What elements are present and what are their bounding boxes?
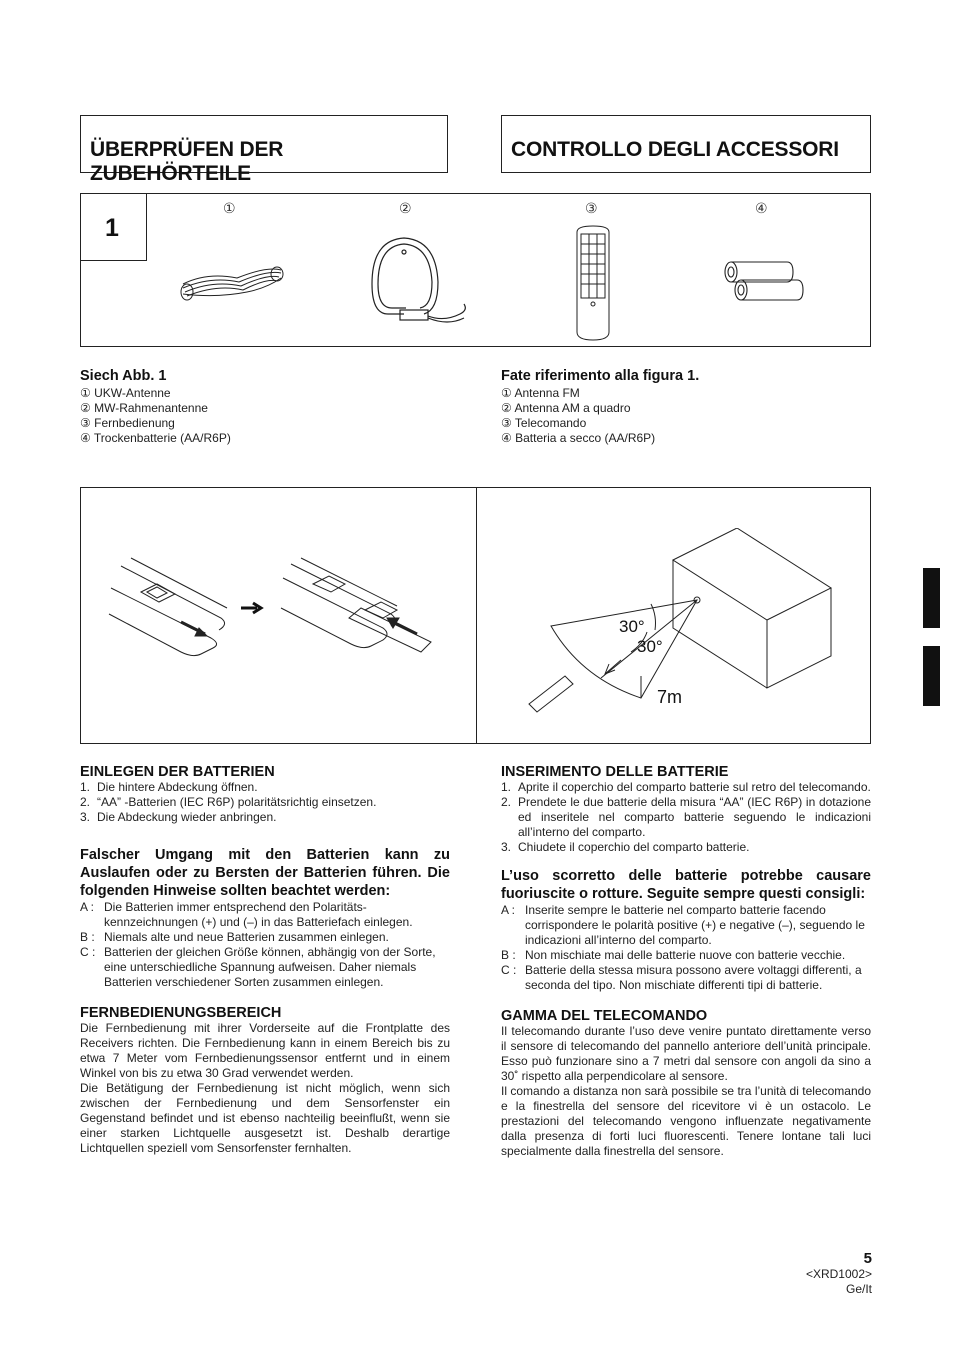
list-item: 2. “AA” -Batterien (IEC R6P) polaritätsrichtig einsetzen.: [80, 795, 377, 809]
battery-warning-german: Falscher Umgang mit den Batterien kann zu Auslaufen oder zu Bersten der Batterien führen. Die folgenden Hinweise sollten beachtet werden:: [80, 847, 450, 899]
title-german: [80, 115, 448, 185]
marker-2: ②: [399, 201, 412, 217]
list-item: 2. Prendete le due batterie della misura “AA” (IEC R6P) in dotazione ed inseritele nel comparto batterie seguendo le indicazioni all’interno del comparto.: [501, 795, 871, 839]
accessory-item: ① Antenna FM: [501, 386, 580, 400]
battery-heading-italian: INSERIMENTO DELLE BATTERIE: [501, 764, 729, 780]
range-heading-italian: GAMMA DEL TELECOMANDO: [501, 1008, 708, 1024]
column-german: [80, 764, 450, 1156]
accessory-list-italian: [501, 368, 881, 446]
marker-1: ①: [223, 201, 236, 217]
note-item: B : Niemals alte und neue Batterien zusammen einlegen.: [80, 930, 389, 944]
edge-tab-marker: [923, 646, 940, 706]
angle-label-bottom: 30°: [637, 637, 663, 656]
accessory-item: ② MW-Rahmenantenne: [80, 401, 208, 415]
accessory-item: ① UKW-Antenne: [80, 386, 171, 400]
note-item: A : Die Batterien immer entsprechend den Polaritäts-kennzeichnungen (+) und (–) in das Batteriefach einlegen.: [80, 900, 413, 929]
distance-label: 7m: [657, 687, 683, 707]
figure-battery-and-range: [80, 487, 871, 744]
language-code: Ge/It: [845, 1282, 872, 1296]
range-paragraph-german-1: Die Fernbedienung mit ihrer Vorderseite auf die Frontplatte des Receivers richten. Die Fernbedienung kann in einem Bereich bis zu etwa 7 Meter vom Fernbedienungssensor entfernt und in einem Winkel von bis zu etwa 30 Grad verwendet werden.: [80, 1021, 450, 1080]
range-heading-german: FERNBEDIENUNGSBEREICH: [80, 1005, 282, 1021]
accessory-item: ② Antenna AM a quadro: [501, 401, 631, 415]
range-paragraph-italian-1: Il telecomando durante l’uso deve venire puntato direttamente verso il sensore di telecomando del pannello anteriore dell’unità principale. Esso può funzionare sino a 7 metri dal sensore con angoli da sino a 30˚ rispetto alla perpendicolare al sensore.: [501, 1024, 871, 1083]
title-italian-text: CONTROLLO DEGLI ACCESSORI: [511, 138, 839, 161]
batteries-illustration: [717, 258, 809, 306]
note-item: C : Batterie della stessa misura possono avere voltaggi differenti, a seconda del tipo. Non mischiate differenti tipi di batterie.: [501, 963, 862, 992]
note-item: B : Non mischiate mai delle batterie nuove con batterie vecchie.: [501, 948, 846, 962]
accessory-heading-italian: Fate riferimento alla figura 1.: [501, 368, 700, 384]
page-number: 5: [863, 1250, 872, 1267]
fm-antenna-illustration: [177, 264, 287, 304]
figure-accessories: [80, 193, 871, 347]
accessory-item: ③ Telecomando: [501, 416, 587, 430]
page-footer: [760, 1250, 872, 1297]
marker-3: ③: [585, 201, 598, 217]
accessory-heading-german: Siech Abb. 1: [80, 368, 167, 384]
battery-cover-illustration: [101, 548, 461, 668]
remote-control-illustration: [571, 224, 615, 344]
accessory-item: ③ Fernbedienung: [80, 416, 175, 430]
list-item: 3. Die Abdeckung wieder anbringen.: [80, 810, 277, 824]
note-item: C : Batterien der gleichen Größe können, abhängig von der Sorte, eine unterschiedliche Spannung aufweisen. Daher niemals Batterien verschiedener Sorten zusammen einlegen.: [80, 945, 436, 989]
note-item: A : Inserite sempre le batterie nel comparto batterie facendo corrispondere le polarità positive (+) e negative (–), seguendo le indicazioni all’interno del comparto.: [501, 903, 865, 947]
list-item: 1. Aprite il coperchio del comparto batterie sul retro del telecomando.: [501, 780, 871, 794]
marker-4: ④: [755, 201, 768, 217]
list-item: 1. Die hintere Abdeckung öffnen.: [80, 780, 258, 794]
figure-number: 1: [81, 194, 147, 261]
list-item: 3. Chiudete il coperchio del comparto batterie.: [501, 840, 750, 854]
document-code: <XRD1002>: [805, 1267, 872, 1281]
range-paragraph-italian-2: Il comando a distanza non sarà possibile se tra l’unità di telecomando e la finestrella del sensore del ricevitore vi è un ostacolo. Le prestazioni del telecomando vengono influenzate negativamente dalla presenza di forti luci fluorescenti. Tenere lontane tali luci specialmente dalla finestrella del sensore.: [501, 1084, 871, 1158]
battery-warning-italian: L’uso scorretto delle batterie potrebbe causare fuoriuscite o rotture. Seguite sempre questi consigli:: [501, 868, 871, 902]
title-german-text: ÜBERPRÜFEN DER ZUBEHÖRTEILE: [90, 138, 284, 185]
edge-tab-marker: [923, 568, 940, 628]
battery-heading-german: EINLEGEN DER BATTERIEN: [80, 764, 275, 780]
figure-divider: [476, 488, 477, 743]
column-italian: [501, 764, 871, 1159]
accessory-item: ④ Batteria a secco (AA/R6P): [501, 431, 656, 445]
range-paragraph-german-2: Die Betätigung der Fernbedienung ist nicht möglich, wenn sich zwischen der Fernbedienung und dem Sensorfenster ein Gegenstand befindet und ist ebenso nachteilig beeinflußt, wenn sie einer starken Lichtquelle ausgesetzt ist. Deshalb derartige Lichtquellen speziell vom Sensorfenster fernhalten.: [80, 1081, 450, 1155]
accessory-list-german: [80, 368, 460, 446]
angle-label-top: 30°: [619, 617, 645, 636]
accessory-item: ④ Trockenbatterie (AA/R6P): [80, 431, 231, 445]
am-loop-antenna-illustration: [364, 232, 474, 328]
title-italian: [501, 115, 871, 173]
